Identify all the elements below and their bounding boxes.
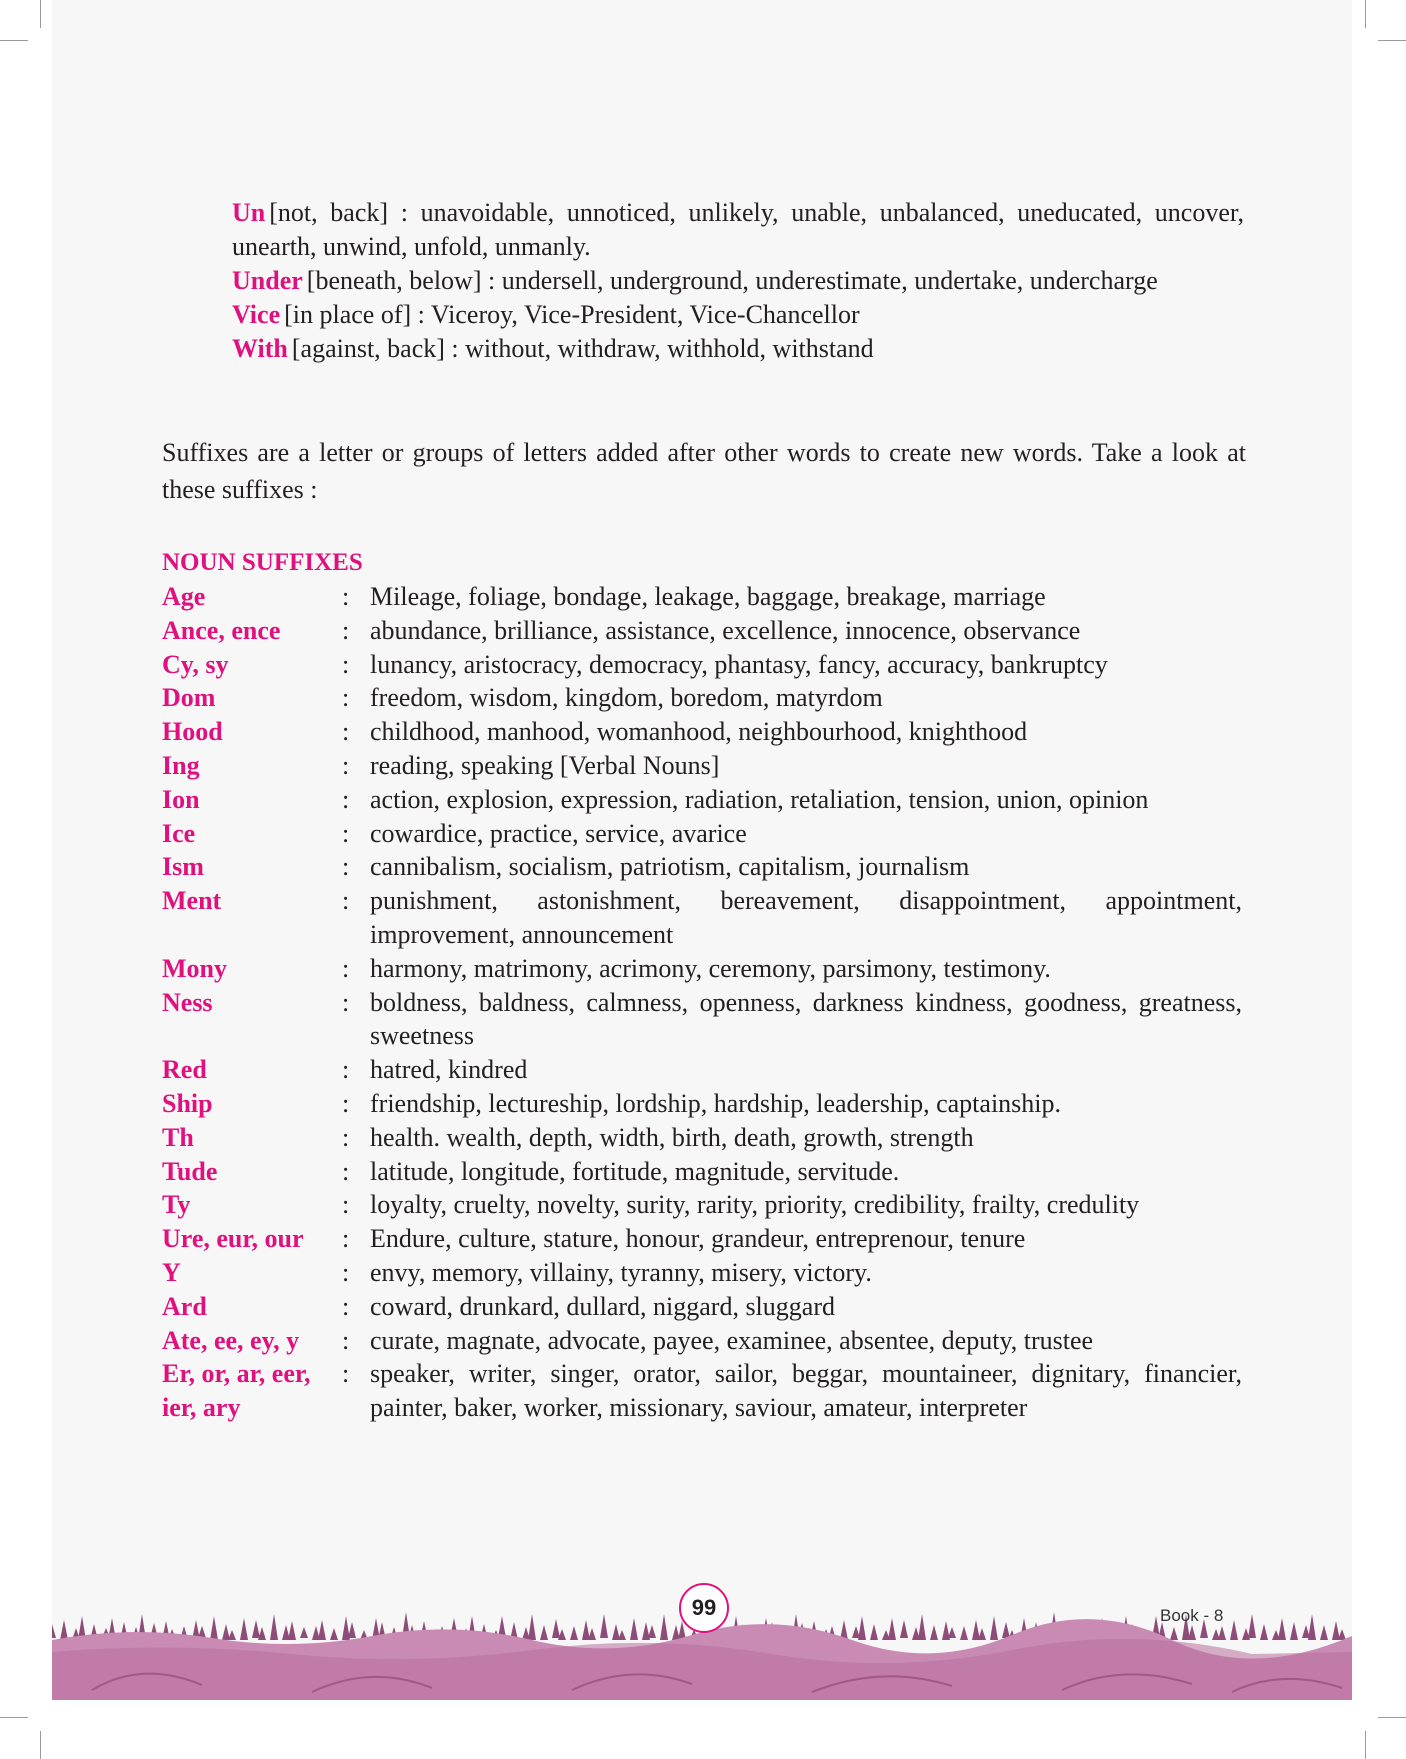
tree-shape [858, 1616, 866, 1640]
suffix-row [162, 681, 1252, 715]
suffix-term: Ure, eur, our [162, 1224, 304, 1254]
tree-shape [948, 1627, 956, 1638]
crop-mark [40, 1731, 41, 1759]
crop-mark [0, 1717, 28, 1718]
prefix-text: [against, back] : without, withdraw, withhold, withstand [291, 334, 874, 363]
tree-shape [210, 1616, 218, 1640]
suffix-term: Ment [162, 886, 222, 916]
suffix-row [162, 1188, 1252, 1222]
tree-shape [1170, 1627, 1178, 1640]
suffix-row [162, 850, 1252, 884]
separator-colon: : [342, 1291, 350, 1321]
suffix-table [162, 546, 1252, 1425]
suffix-term: Ion [162, 784, 200, 814]
suffix-examples: health. wealth, depth, width, birth, death, growth, strength [370, 1122, 974, 1152]
suffix-term: Ate, ee, ey, y [162, 1325, 300, 1355]
suffix-term: Red [162, 1055, 207, 1085]
suffix-examples: envy, memory, villainy, tyranny, misery, victory. [370, 1257, 872, 1287]
suffix-term: Th [162, 1122, 194, 1152]
tree-shape [1278, 1618, 1286, 1640]
prefix-term: Under [232, 266, 303, 295]
separator-colon: : [342, 717, 350, 747]
tree-shape [960, 1626, 968, 1640]
suffix-examples: friendship, lectureship, lordship, hardship, leadership, captainship. [370, 1088, 1062, 1118]
suffix-term: Ing [162, 750, 200, 780]
prefix-text: [in place of] : Viceroy, Vice-President, Vice-Chancellor [284, 300, 860, 329]
tree-shape [612, 1624, 620, 1640]
tree-shape [330, 1628, 338, 1640]
suffix-row [162, 1087, 1252, 1121]
prefix-list [232, 196, 1244, 366]
suffix-examples: abundance, brilliance, assistance, excellence, innocence, observance [370, 615, 1081, 645]
suffix-examples: hatred, kindred [370, 1055, 528, 1085]
suffix-term: Dom [162, 683, 216, 713]
suffix-term: Ship [162, 1088, 213, 1118]
suffix-rows [162, 580, 1252, 1425]
suffix-term: Hood [162, 717, 223, 747]
tree-shape [270, 1614, 278, 1640]
tree-shape [570, 1626, 578, 1640]
tree-shape [1332, 1621, 1340, 1640]
separator-colon: : [342, 1224, 350, 1254]
crop-mark [40, 0, 41, 28]
tree-shape [978, 1628, 986, 1640]
tree-shape [1260, 1624, 1268, 1640]
suffix-row [162, 749, 1252, 783]
tree-shape [630, 1618, 638, 1640]
tree-shape [1320, 1625, 1328, 1640]
suffix-row [162, 817, 1252, 851]
tree-shape [1002, 1622, 1010, 1638]
section-heading: NOUN SUFFIXES [162, 549, 363, 576]
suffix-examples: coward, drunkard, dullard, niggard, sluggard [370, 1291, 835, 1321]
tree-shape [1248, 1614, 1256, 1638]
suffix-term: Tude [162, 1156, 218, 1186]
tree-shape [252, 1620, 260, 1638]
suffix-term: Ness [162, 987, 213, 1017]
suffix-examples: Mileage, foliage, bondage, leakage, baggage, breakage, marriage [370, 582, 1046, 611]
suffix-term: Age [162, 582, 206, 611]
prefix-term: Un [232, 198, 266, 227]
prefix-entry [232, 298, 1244, 332]
tree-shape [660, 1614, 668, 1640]
crop-mark [0, 40, 28, 41]
tree-shape [900, 1620, 908, 1638]
intro-paragraph: Suffixes are a letter or groups of letters added after other words to create new words. Take a look at these suffixes : [162, 438, 1246, 504]
tree-shape [228, 1630, 236, 1640]
suffix-term: Ty [162, 1190, 191, 1220]
suffix-row [162, 1222, 1252, 1256]
suffix-examples: childhood, manhood, womanhood, neighbourhood, knighthood [370, 717, 1028, 747]
suffix-row [162, 986, 1252, 1054]
suffix-term: Ice [162, 818, 196, 848]
tree-shape [318, 1620, 326, 1640]
prefix-entry [232, 196, 1244, 264]
suffix-row [162, 783, 1252, 817]
suffix-examples: freedom, wisdom, kingdom, boredom, matyrdom [370, 683, 883, 713]
separator-colon: : [342, 1190, 350, 1220]
prefix-term: With [232, 334, 288, 363]
suffix-term: Ard [162, 1291, 207, 1321]
separator-colon: : [342, 649, 350, 679]
suffix-row [162, 580, 1252, 614]
suffix-examples: cannibalism, socialism, patriotism, capitalism, journalism [370, 852, 970, 882]
prefix-term: Vice [232, 300, 281, 329]
suffix-term: Cy, sy [162, 649, 229, 679]
crop-mark [1378, 40, 1406, 41]
tree-shape [582, 1620, 590, 1640]
tree-shape [348, 1622, 356, 1638]
suffix-examples: punishment, astonishment, bereavement, disappointment, appointment, improvement, announcement [370, 886, 1242, 949]
book-label: Book - 8 [1160, 1606, 1224, 1625]
suffix-examples: lunancy, aristocracy, democracy, phantasy, fancy, accuracy, bankruptcy [370, 649, 1108, 679]
separator-colon: : [342, 953, 350, 983]
tree-shape [60, 1620, 68, 1640]
tree-shape [540, 1625, 548, 1640]
suffix-examples: boldness, baldness, calmness, openness, darkness kindness, goodness, greatness, sweetness [370, 987, 1242, 1051]
tree-shape [258, 1627, 266, 1640]
tree-shape [288, 1621, 296, 1640]
tree-shape [1290, 1622, 1298, 1640]
tree-shape [888, 1618, 896, 1640]
prefix-text: [beneath, below] : undersell, underground, underestimate, undertake, undercharge [306, 266, 1158, 295]
separator-colon: : [342, 683, 350, 713]
suffix-examples: reading, speaking [Verbal Nouns] [370, 750, 720, 780]
tree-shape [618, 1630, 626, 1640]
separator-colon: : [342, 987, 350, 1017]
suffix-term: Ance, ence [162, 615, 281, 645]
suffix-term: Ism [162, 852, 204, 882]
suffix-row [162, 1357, 1252, 1425]
suffix-row [162, 1324, 1252, 1358]
prefix-entry [232, 264, 1244, 298]
tree-shape [52, 1624, 56, 1638]
page-number-badge: 99 [679, 1583, 729, 1633]
separator-colon: : [342, 1257, 350, 1287]
suffix-term: Y [162, 1257, 181, 1287]
tree-shape [648, 1625, 656, 1638]
tree-shape [222, 1624, 230, 1640]
separator-colon: : [342, 784, 350, 814]
tree-shape [1188, 1625, 1196, 1640]
suffix-examples: latitude, longitude, fortitude, magnitude, servitude. [370, 1156, 900, 1186]
separator-colon: : [342, 750, 350, 780]
separator-colon: : [342, 615, 350, 645]
suffix-row [162, 1290, 1252, 1324]
crop-mark [1365, 1731, 1366, 1759]
tree-shape [1218, 1626, 1226, 1640]
suffix-row [162, 1121, 1252, 1155]
suffix-examples: loyalty, cruelty, novelty, surity, rarity, priority, credibility, frailty, credulity [370, 1190, 1140, 1220]
suffix-row [162, 614, 1252, 648]
tree-shape [1338, 1629, 1346, 1640]
tree-shape [990, 1616, 998, 1640]
tree-shape [240, 1618, 248, 1640]
separator-colon: : [342, 1122, 350, 1152]
prefix-text: [not, back] : unavoidable, unnoticed, unlikely, unable, unbalanced, uneducated, uncover, unearth, unwind, unfold, unmanly. [232, 198, 1244, 261]
crop-mark [1378, 1717, 1406, 1718]
suffix-row [162, 884, 1252, 952]
separator-colon: : [342, 818, 350, 848]
separator-colon: : [342, 1055, 350, 1085]
suffix-examples: Endure, culture, stature, honour, grandeur, entreprenour, tenure [370, 1224, 1026, 1254]
tree-shape [1230, 1620, 1238, 1640]
suffix-examples: cowardice, practice, service, avarice [370, 818, 747, 848]
suffix-row [162, 1053, 1252, 1087]
separator-colon: : [342, 1359, 350, 1389]
tree-shape [1308, 1614, 1316, 1640]
suffix-examples: action, explosion, expression, radiation, retaliation, tension, union, opinion [370, 784, 1149, 814]
separator-colon: : [342, 1325, 350, 1355]
suffix-examples: curate, magnate, advocate, payee, examinee, absentee, deputy, trustee [370, 1325, 1094, 1355]
prefix-entry [232, 332, 1244, 366]
suffix-examples: speaker, writer, singer, orator, sailor, beggar, mountaineer, dignitary, financier, painter, baker, worker, missionary, saviour, amateur, interpreter [370, 1359, 1242, 1423]
separator-colon: : [342, 886, 350, 916]
separator-colon: : [342, 1156, 350, 1186]
suffix-row [162, 715, 1252, 749]
separator-colon: : [342, 582, 350, 611]
tree-shape [588, 1628, 596, 1640]
suffix-row [162, 648, 1252, 682]
crop-mark [1365, 0, 1366, 28]
suffix-row [162, 952, 1252, 986]
tree-shape [300, 1627, 308, 1638]
tree-shape [552, 1619, 560, 1638]
tree-shape [918, 1614, 926, 1640]
tree-shape [870, 1624, 878, 1640]
tree-shape [528, 1614, 536, 1640]
separator-colon: : [342, 1088, 350, 1118]
tree-shape [972, 1620, 980, 1640]
suffix-row [162, 1256, 1252, 1290]
suffix-row [162, 1155, 1252, 1189]
tree-shape [930, 1625, 938, 1640]
suffix-term: Er, or, ar, eer, ier, ary [162, 1359, 311, 1423]
suffix-term: Mony [162, 953, 227, 983]
suffix-examples: harmony, matrimony, acrimony, ceremony, parsimony, testimony. [370, 953, 1051, 983]
separator-colon: : [342, 852, 350, 882]
tree-shape [600, 1614, 608, 1638]
